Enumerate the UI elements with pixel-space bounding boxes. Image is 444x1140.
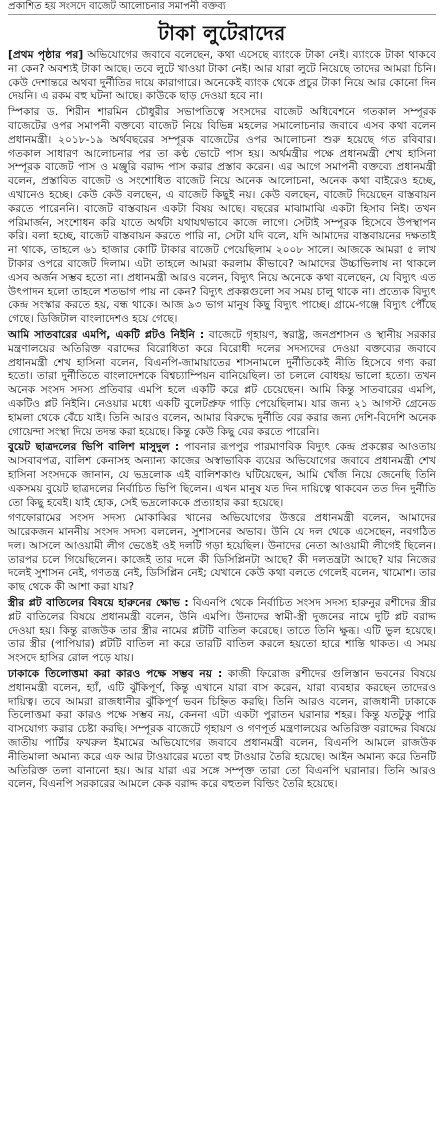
paragraph-text: বিএনপি থেকে নির্বাচিত সংসদ সদস্য হারুনুর রশীদের স্ত্রীর প্লট বাতিলের বিষয়ে প্রধানমন্ত্রী বলেন, উনি এমপি। উনাদের স্বামী-স্ত্রী দুজনের নামে দুটি প্লট বরাদ্দ দেওয়া হয়। কিন্তু রাজউক তার স্ত্রীর নামের প্লটটি বাতিল করেছে। তাতে তিনি ক্ষুব্ধ। এটি ভুল হয়েছে। তার স্ত্রীর (পাপিয়ার) প্লটটি বাতিল না করে তারটি বাতিল করলে হয়তো হারে শান্তি থাকত। এ সময় সংসদে হাসির রোল পড়ে যায়। xyxy=(8,597,436,665)
paragraph-text: গণফোরামের সংসদ সদস্য মোকাব্বির খানের অভিযোগের উত্তরে প্রধানমন্ত্রী বলেন, আমাদের আরেকজন মাননীয় সংসদ সদস্য বললেন, সুশাসনের অভাব। উনি যে দল থেকে এসেছেন, নবগঠিত দল। আসলে আওয়ামী লীগ ভেঙেই ওই দলটি গড়া হয়েছিল। উনাদের নেতা আওয়ামী লীগেই ছিলেন। তারপর চলে গিয়েছিলেন। কাজেই তার দলে কী ডিসিপ্লিনটা আছে? কী দলতন্ত্রটা আছে? যার নিজের দলেই সুশাসন নেই, গণতন্ত্র নেই, ডিসিপ্লিন নেই; যেখানে কেউ কথা বলতে গেলেই বলেন, খামোশ। তার কাছ থেকে কী আশা করা যায়? xyxy=(8,512,436,594)
paragraph-text: স্পিকার ড. শিরীন শারমিন চৌধুরীর সভাপতিত্বে সংসদের বাজেট অধিবেশনে গতকাল সম্পূরক বাজেটের ওপর সমাপনী বক্তব্যে বাজেট নিয়ে বিভিন্ন মহলের সমালোচনার জবাবে এসব কথা বলেন প্রধানমন্ত্রী। ২০১৮-১৯ অর্থবছরের সম্পূরক বাজেটের ওপর আলোচনা শুরু হয়েছে গত রবিবার। গতকাল সাধারণ আলোচনার পর তা কণ্ঠ ভোটে পাস হয়। অর্থমন্ত্রীর পক্ষে প্রধানমন্ত্রী শেখ হাসিনা সম্পূরক বাজেট পাস ও মঞ্জুরি বরাদ্দ পাস করার প্রস্তাব করেন। এর আগে সমাপনী বক্তব্যে প্রধানমন্ত্রী বলেন, প্রস্তাবিত বাজেট ও সংশোধিত বাজেট নিয়ে অনেক আলোচনা, অনেক কথা বাইরেও হচ্ছে, এখানেও হচ্ছে। কেউ কেউ বলছেন, এ বাজেট কিছুই নয়। কেউ বলছেন, বাজেট দিয়েছেন বাস্তবায়ন করতে পারেননি। বাজেট বাস্তবায়ন একটা বিষয় আছে। বছরের মাঝামাঝি একটা হিসাব নিই। তখন পরিমার্জন, সংশোধন করি যাতে অর্থটা যথাযথভাবে কাজে লাগে। সেটাই সম্পূরক হিসেবে উপস্থাপন করি। বলা হচ্ছে, বাজেট বাস্তবায়ন করতে পারি না, সেটা যদি বলে, যদি আমাদের বাস্তবায়নের দক্ষতাই না থাকে, তাহলে ৬১ হাজার কোটি টাকার বাজেট পেয়েছিলাম ২০০৮ সালে। আজকে আমরা ৫ লাখ টাকার ওপরে বাজেট দিলাম। এটা তাহলে আমরা করলাম কীভাবে? আমাদের উচ্চাভিলাষ না থাকলে এসব অর্জন সম্ভব হতো না। প্রধানমন্ত্রী আরও বলেন, বিদ্যুৎ নিয়ে অনেকে কথা বলেছেন, যে বিদ্যুৎ এত উৎপাদন হলো তাহলে শতভাগ পায় না কেন? বিদ্যুৎ প্রকল্পগুলো সব সময় চালু থাকে না। প্রত্যেক বিদ্যুৎ কেন্দ্র সংস্কার করতে হয়, বন্ধ থাকে। আজ ৯৩ ভাগ মানুষ কিছু বিদ্যুৎ পাচ্ছে। গ্রামে-গঞ্জে বিদ্যুৎ পৌঁছে গেছে। ডিজিটাল বাংলাদেশও হয়ে গেছে। xyxy=(8,106,436,326)
subheading: বুয়েট ছাত্রদলের ভিপি বালিশ মাসুদুল : xyxy=(8,441,180,454)
paragraph-text: পাবনার রূপপুর পারমাণবিক বিদ্যুৎ কেন্দ্র প্রকল্পের আওতায় আসবাবপত্র, বালিশ কেনাসহ অন্যান্য কাজের অস্বাভাবিক ব্যয়ের অভিযোগের জবাবে প্রধানমন্ত্রী শেখ হাসিনা সংসদকে জানান, যে ভদ্রলোক এই বালিশকাণ্ড ঘটিয়েছেন, আমি খোঁজ নিয়ে জেনেছি তিনি একসময় বুয়েট ছাত্রদলের নির্বাচিত ভিপি ছিলেন। এখন মানুষ যত দিন দায়িত্বে থাকবেন তত দিন দুর্নীতি তো কিছু হবেই। যাই হোক, সেই ভদ্রলোককে প্রত্যাহার করা হয়েছে। xyxy=(8,441,436,509)
article-paragraph-5 xyxy=(8,512,436,595)
subheading: স্ত্রীর প্লট বাতিলের বিষয়ে হারুনের ক্ষোভ : xyxy=(8,597,189,610)
article-paragraph-3 xyxy=(8,329,436,439)
article-body xyxy=(8,49,436,792)
cropped-header-strip: প্রকাশিত হয় সংসদে বাজেট আলোচনার সমাপনী বক্তব্য xyxy=(8,0,436,15)
article-paragraph-6 xyxy=(8,597,436,666)
paragraph-text: কাজী ফিরোজ রশীদের গুলিস্তান ভবনের বিষয়ে প্রধানমন্ত্রী বলেন, হ্যাঁ, এটি ঝুঁকিপূর্ণ, কিন্তু এখানে যারা বাস করেন, যারা ব্যবহার করছেন তাদেরও দায়িত্ব। তবে আমরা রাজধানীর ঝুঁকিপূর্ণ ভবন চিহ্নিত করছি। তিনি আরও বলেন, রাজধানী ঢাকাকে তিলোত্তমা করা কারও পক্ষে সম্ভব নয়, কেননা এটা একটা পুরাতন ঘরানার শহর। কিন্তু যতটুকু পারি বাসযোগ্য করার চেষ্টা করছি। সম্পূরক বাজেটে গৃহায়ণ ও গণপূর্ত মন্ত্রণালয়ের অতিরিক্ত বরাদ্দের বিষয়ে জাতীয় পার্টির ফখরুল ইমামের অভিযোগের জবাবে প্রধানমন্ত্রী বলেন, বিএনপি আমলে রাজউক নীতিমালা অমান্য করে এফ আর টাওয়ারের মতো বহু টাওয়ার তৈরি হয়েছে। আইন অমান্য করে তিনটি অতিরিক্ত তলা বানানো হয়। আর যারা এর সঙ্গে সম্পৃক্ত তারা তো বিএনপি ঘরানার। তিনি আরও বলেন, বিএনপি সরকারের আমলে কেক বরাদ্দ করে বহুতল বিল্ডিং তৈরি হয়েছে। xyxy=(8,668,436,791)
paragraph-text: অভিযোগের জবাবে বলেছেন, কথা এসেছে ব্যাংকে টাকা নেই। ব্যাংকে টাকা থাকবে না কেন? অবশ্যই টাকা আছে। তবে লুটে খাওয়া টাকা নেই। আর যারা লুটে নিয়েছে তাদের আমরা চিনি। কেউ দেশান্তরে অথবা দুর্নীতির দায়ে কারাগারে। অনেকেই ব্যাংক থেকে প্রচুর টাকা নিয়ে আর কোনো দিন দেয়নি। এ রকম বহু ঘটনা আছে। কাউকে ছাড় দেওয়া হবে না। xyxy=(8,49,436,103)
article-paragraph-4 xyxy=(8,441,436,510)
article-paragraph-1 xyxy=(8,49,436,104)
paragraph-text: বাজেটে গৃহায়ণ, স্বরাষ্ট্র, জনপ্রশাসন ও স্থানীয় সরকার মন্ত্রণালয়ের অতিরিক্ত বরাদ্দের বিরোধিতা করে বিরোধী দলের সদস্যদের দেওয়া বক্তব্যের জবাবে প্রধানমন্ত্রী শেখ হাসিনা বলেন, বিএনপি-জামায়াতের শাসনামলে দুর্নীতিকেই নীতি হিসেবে গণ্য করা হতো। তারা দুর্নীতিতে বাংলাদেশকে বিশ্বচ্যাম্পিয়ন বানিয়েছিল। তা চললে বোধহয় ভালো হতো। তখন অনেক সংসদ সদস্য প্রতিবার এমপি হলে একটি করে প্লট চেয়েছেন। আমি কিন্তু সাতবারের এমপি, একটিও প্লট নিইনি। নেওয়ার মধ্যে একটি বুলেটপ্রুফ গাড়ি পেয়েছিলাম। যার জন্য ২১ আগস্ট গ্রেনেড হামলা থেকে বেঁচে যাই। তিনি আরও বলেন, আমার বিরুদ্ধে দুর্নীতি বের করার জন্য দেশি-বিদেশি অনেক গোয়েন্দা সংস্থা দিয়ে তদন্ত করা হয়েছে। কিন্তু কেউ কিছু বের করতে পারেনি। xyxy=(8,328,436,438)
subheading: আমি সাতবারের এমপি, একটি প্লটও নিইনি : xyxy=(8,328,205,341)
article-paragraph-7 xyxy=(8,668,436,792)
subheading: ঢাকাকে তিলোত্তমা করা কারও পক্ষে সম্ভব নয় : xyxy=(8,668,223,681)
article-paragraph-2 xyxy=(8,106,436,327)
article-headline: টাকা লুটেরাদের xyxy=(158,21,286,45)
paragraph-lead: [প্রথম পৃষ্ঠার পর] xyxy=(8,49,84,61)
